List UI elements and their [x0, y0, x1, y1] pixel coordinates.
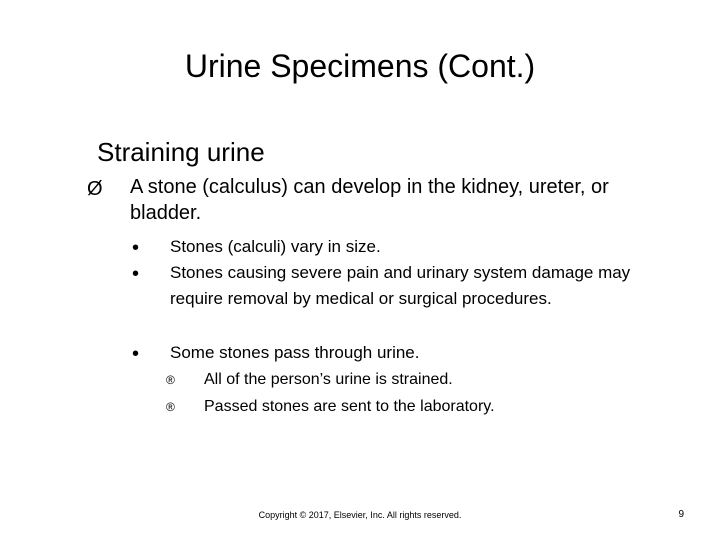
level4-item: All of the person’s urine is strained.: [204, 371, 453, 388]
page-number: 9: [678, 509, 684, 520]
level3-bullet-icon: •: [132, 263, 140, 285]
level3-bullet-icon: •: [132, 237, 140, 259]
level4-registered-bullet-icon: ®: [166, 400, 175, 414]
level4-item: Passed stones are sent to the laboratory.: [204, 398, 495, 415]
level3-item: Some stones pass through urine.: [170, 343, 420, 362]
level3-bullet-icon: •: [132, 343, 140, 365]
level3-item: Stones (calculi) vary in size.: [170, 237, 381, 256]
level2-text: A stone (calculus) can develop in the kidney, ureter, or bladder.: [130, 176, 609, 224]
level4-registered-bullet-icon: ®: [166, 373, 175, 387]
level1-text: Straining urine: [97, 137, 265, 167]
slide-title: Urine Specimens (Cont.): [184, 48, 536, 84]
level3-item: Stones causing severe pain and urinary system damage may require removal by medical or surgical procedures.: [170, 263, 631, 308]
level2-arrow-bullet-icon: Ø: [87, 178, 103, 200]
copyright-footer: Copyright © 2017, Elsevier, Inc. All rights reserved.: [258, 510, 462, 520]
